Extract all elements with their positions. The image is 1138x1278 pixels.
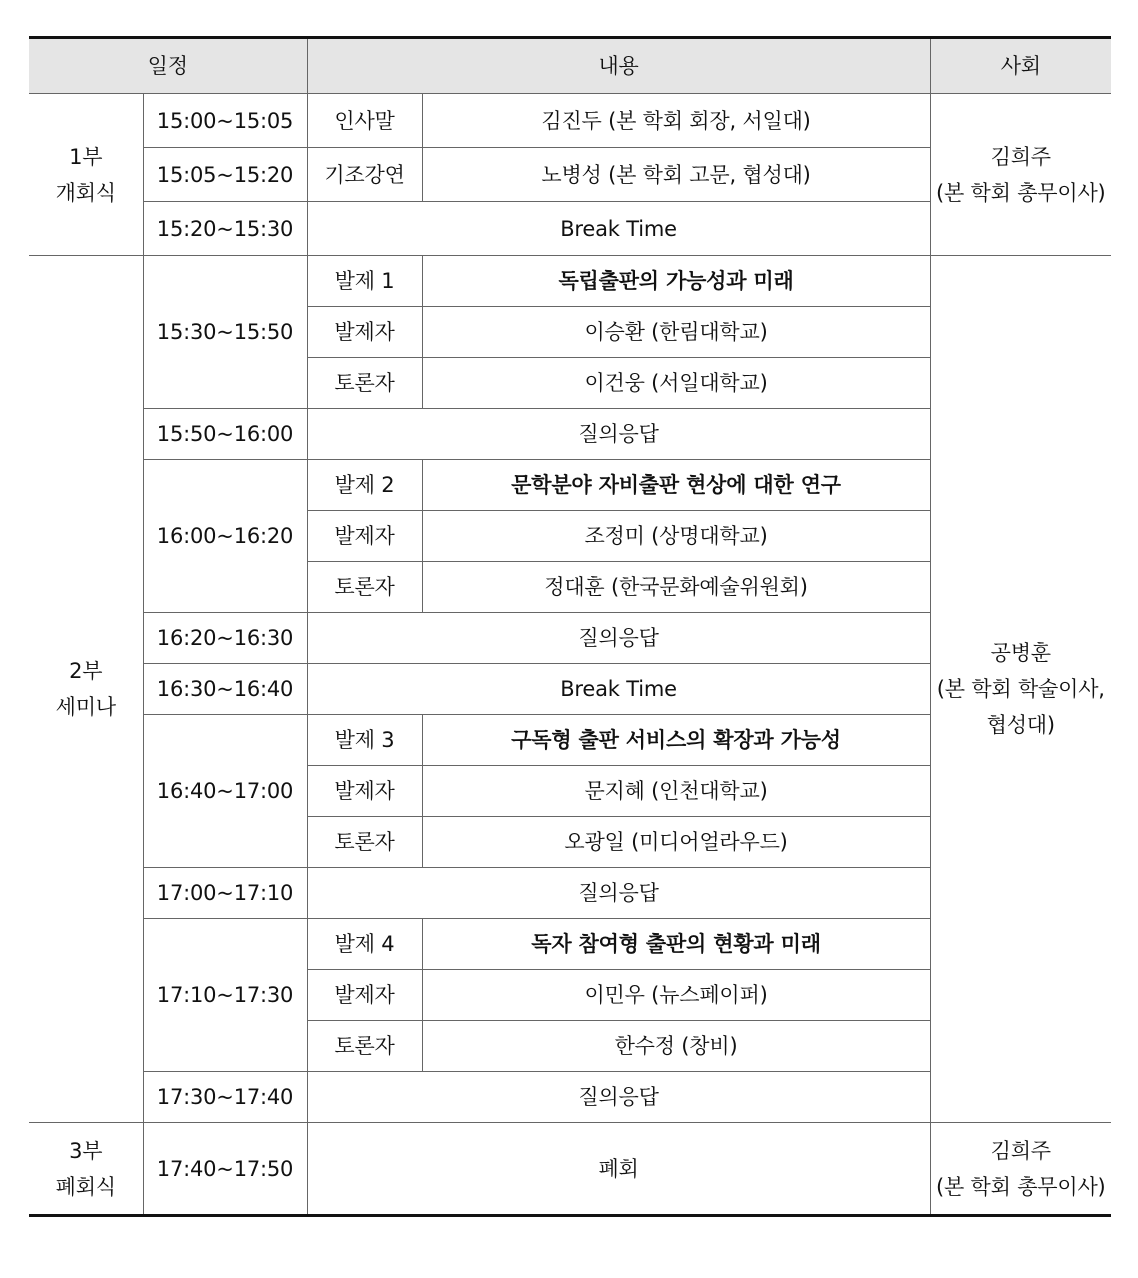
table-row [29,256,1111,307]
discussant-label: 토론자 [307,562,422,613]
header-schedule: 일정 [29,38,307,94]
presentation-label: 발제 1 [307,256,422,307]
presenter-label: 발제자 [307,970,422,1021]
discussant-label: 토론자 [307,817,422,868]
discussant-label: 토론자 [307,1021,422,1072]
part-number: 1부 [69,144,103,169]
moderator-role: (본 학회 총무이사) [936,180,1106,205]
part-name: 폐회식 [55,1174,116,1199]
program-schedule-table [29,36,1111,1217]
time-cell: 15:20~15:30 [143,202,307,256]
presentation-title: 독자 참여형 출판의 현황과 미래 [422,919,930,970]
time-cell: 15:30~15:50 [143,256,307,409]
moderator-affiliation: 협성대) [986,713,1055,737]
presentation-label: 발제 2 [307,460,422,511]
header-content: 내용 [307,38,930,94]
presentation-title: 문학분야 자비출판 현상에 대한 연구 [422,460,930,511]
discussant-name: 정대훈 (한국문화예술위원회) [422,562,930,613]
qa-content: 질의응답 [307,1072,930,1123]
qa-content: 질의응답 [307,613,930,664]
presenter-name: 조정미 (상명대학교) [422,511,930,562]
table-row [29,1123,1111,1216]
moderator-cell [930,1123,1111,1216]
part-label [29,94,143,256]
time-cell: 16:20~16:30 [143,613,307,664]
time-cell: 17:40~17:50 [143,1123,307,1216]
presentation-label: 발제 3 [307,715,422,766]
presentation-title: 구독형 출판 서비스의 확장과 가능성 [422,715,930,766]
moderator-name: 김희주 [990,1138,1051,1163]
moderator-role: (본 학회 총무이사) [936,1174,1106,1199]
time-cell: 15:05~15:20 [143,148,307,202]
discussant-name: 이건웅 (서일대학교) [422,358,930,409]
presenter-label: 발제자 [307,307,422,358]
time-cell: 16:00~16:20 [143,460,307,613]
discussant-name: 한수정 (창비) [422,1021,930,1072]
presenter-label: 발제자 [307,511,422,562]
presenter-label: 발제자 [307,766,422,817]
moderator-name: 공병훈 [990,641,1051,665]
item-content: 김진두 (본 학회 회장, 서일대) [422,94,930,148]
discussant-label: 토론자 [307,358,422,409]
moderator-cell [930,256,1111,1123]
part-name: 세미나 [55,695,116,719]
discussant-name: 오광일 (미디어얼라우드) [422,817,930,868]
header-moderator: 사회 [930,38,1111,94]
time-cell: 17:00~17:10 [143,868,307,919]
presenter-name: 문지혜 (인천대학교) [422,766,930,817]
qa-content: 질의응답 [307,868,930,919]
part-number: 3부 [69,1138,103,1163]
part-number: 2부 [69,659,103,683]
moderator-name: 김희주 [990,144,1051,169]
time-cell: 16:40~17:00 [143,715,307,868]
time-cell: 15:50~16:00 [143,409,307,460]
moderator-cell [930,94,1111,256]
presenter-name: 이승환 (한림대학교) [422,307,930,358]
item-content: 노병성 (본 학회 고문, 협성대) [422,148,930,202]
item-type: 인사말 [307,94,422,148]
closing-content: 폐회 [307,1123,930,1216]
table-row [29,94,1111,148]
presenter-name: 이민우 (뉴스페이퍼) [422,970,930,1021]
moderator-role: (본 학회 학술이사, [936,677,1105,701]
table-header-row [29,38,1111,94]
item-type: 기조강연 [307,148,422,202]
part-name: 개회식 [55,180,116,205]
part-label [29,256,143,1123]
presentation-label: 발제 4 [307,919,422,970]
qa-content: 질의응답 [307,409,930,460]
break-content: Break Time [307,664,930,715]
break-content: Break Time [307,202,930,256]
presentation-title: 독립출판의 가능성과 미래 [422,256,930,307]
time-cell: 16:30~16:40 [143,664,307,715]
time-cell: 17:10~17:30 [143,919,307,1072]
part-label [29,1123,143,1216]
time-cell: 17:30~17:40 [143,1072,307,1123]
time-cell: 15:00~15:05 [143,94,307,148]
